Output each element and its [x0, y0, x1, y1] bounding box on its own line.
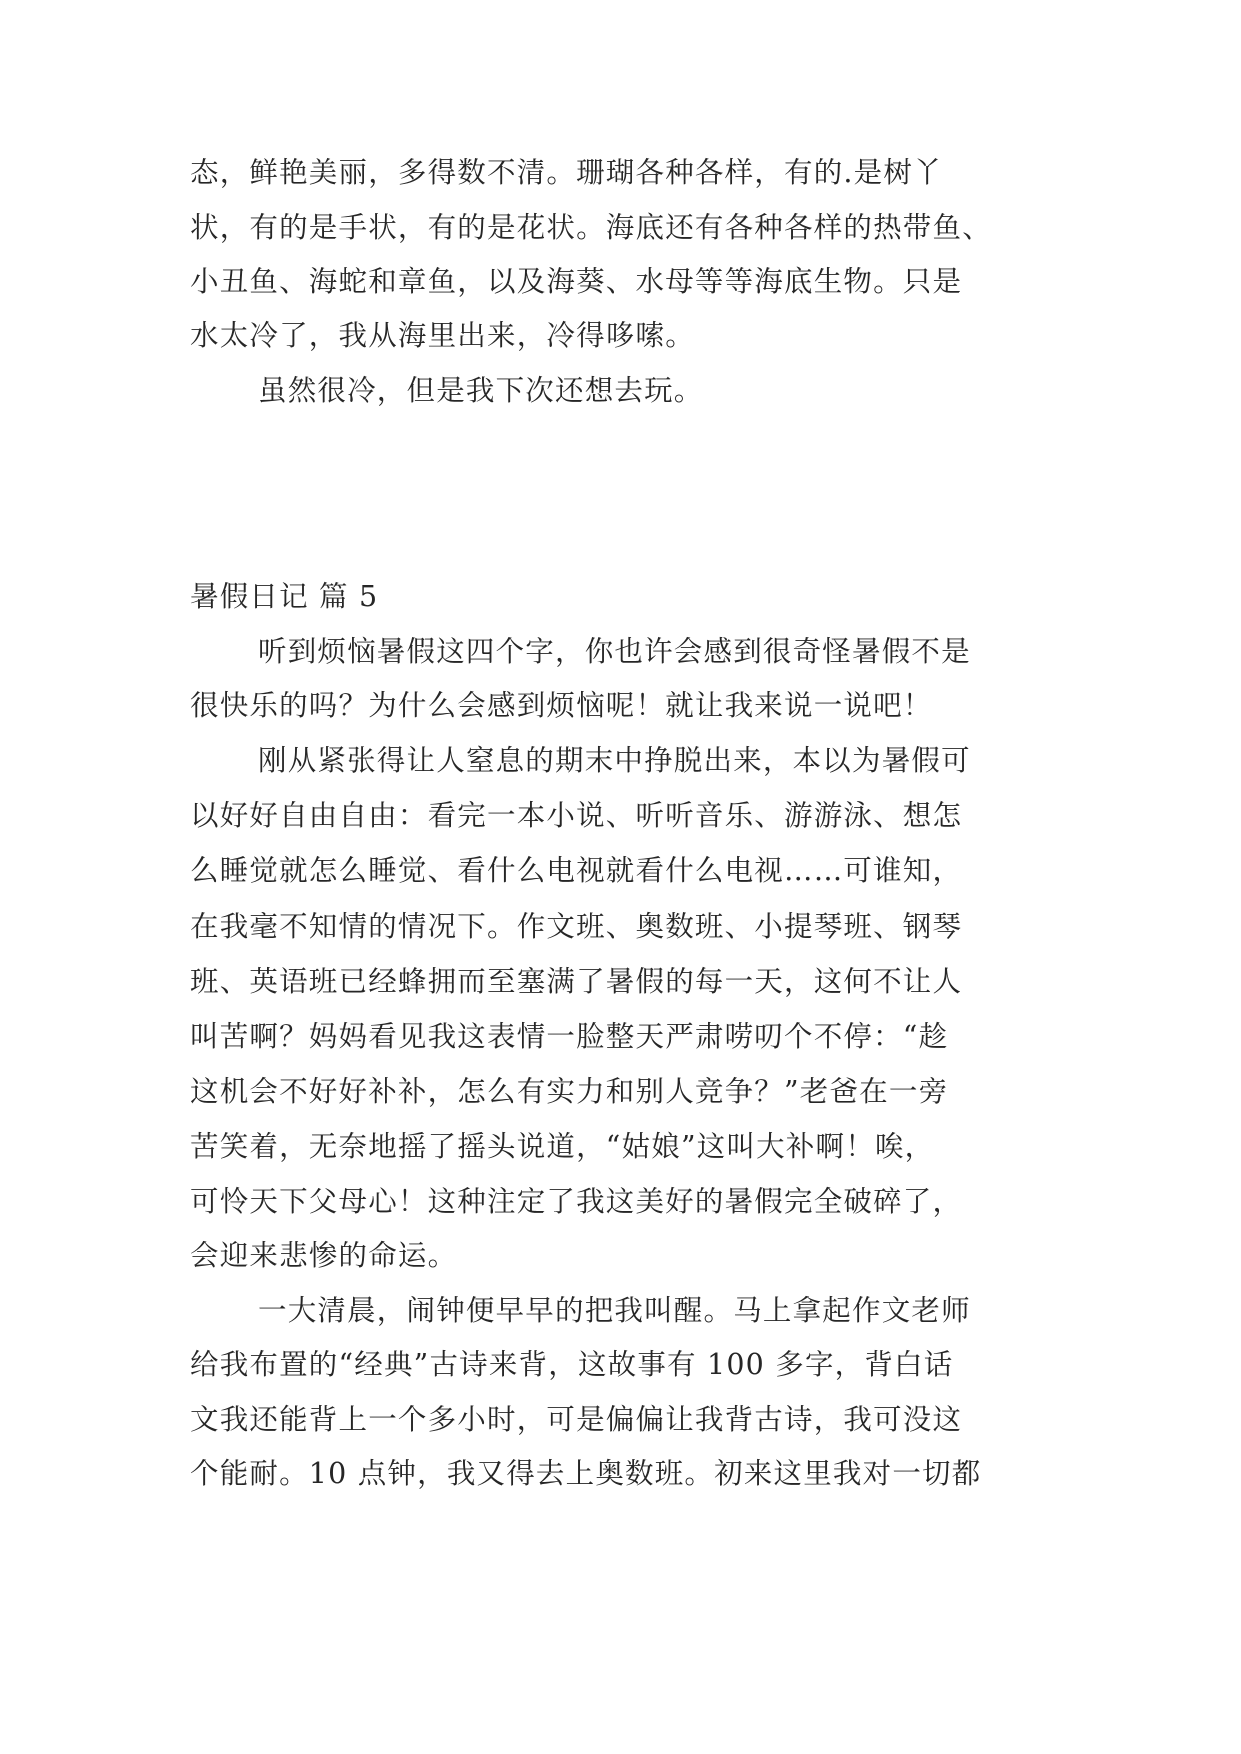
text-line: 态，鲜艳美丽，多得数不清。珊瑚各种各样，有的.是树丫: [190, 156, 943, 189]
text-line: 叫苦啊？妈妈看见我这表情一脸整天严肃唠叨个不停：“趁: [190, 1020, 949, 1053]
text-line: 状，有的是手状，有的是花状。海底还有各种各样的热带鱼、: [190, 211, 992, 244]
text-line: 很快乐的吗？为什么会感到烦恼呢！就让我来说一说吧！: [190, 689, 933, 722]
text-line: 一大清晨，闹钟便早早的把我叫醒。马上拿起作文老师: [258, 1294, 971, 1327]
text-line: 可怜天下父母心！这种注定了我这美好的暑假完全破碎了，: [190, 1185, 963, 1218]
text-line: 刚从紧张得让人窒息的期末中挣脱出来，本以为暑假可: [258, 744, 971, 777]
text-line: 以好好自由自由：看完一本小说、听听音乐、游游泳、想怎: [190, 799, 963, 832]
text-line: 在我毫不知情的情况下。作文班、奥数班、小提琴班、钢琴: [190, 910, 963, 943]
text-line: 么睡觉就怎么睡觉、看什么电视就看什么电视……可谁知，: [190, 854, 963, 887]
section-title: 暑假日记 篇 5: [190, 580, 379, 613]
text-line: 个能耐。10 点钟，我又得去上奥数班。初来这里我对一切都: [190, 1457, 982, 1490]
closing-line: 虽然很冷，但是我下次还想去玩。: [258, 374, 704, 407]
text-line: 苦笑着，无奈地摇了摇头说道，“姑娘”这叫大补啊！唉，: [190, 1130, 935, 1163]
text-line: 小丑鱼、海蛇和章鱼，以及海葵、水母等等海底生物。只是: [190, 265, 963, 298]
text-line: 班、英语班已经蜂拥而至塞满了暑假的每一天，这何不让人: [190, 965, 963, 998]
text-line: 给我布置的“经典”古诗来背，这故事有 100 多字，背白话: [190, 1348, 954, 1381]
text-line: 水太冷了，我从海里出来，冷得哆嗦。: [190, 319, 695, 352]
text-line: 听到烦恼暑假这四个字，你也许会感到很奇怪暑假不是: [258, 635, 971, 668]
text-line: 这机会不好好补补，怎么有实力和别人竞争？”老爸在一旁: [190, 1075, 949, 1108]
text-line: 文我还能背上一个多小时，可是偏偏让我背古诗，我可没这: [190, 1403, 963, 1436]
text-line: 会迎来悲惨的命运。: [190, 1239, 458, 1272]
